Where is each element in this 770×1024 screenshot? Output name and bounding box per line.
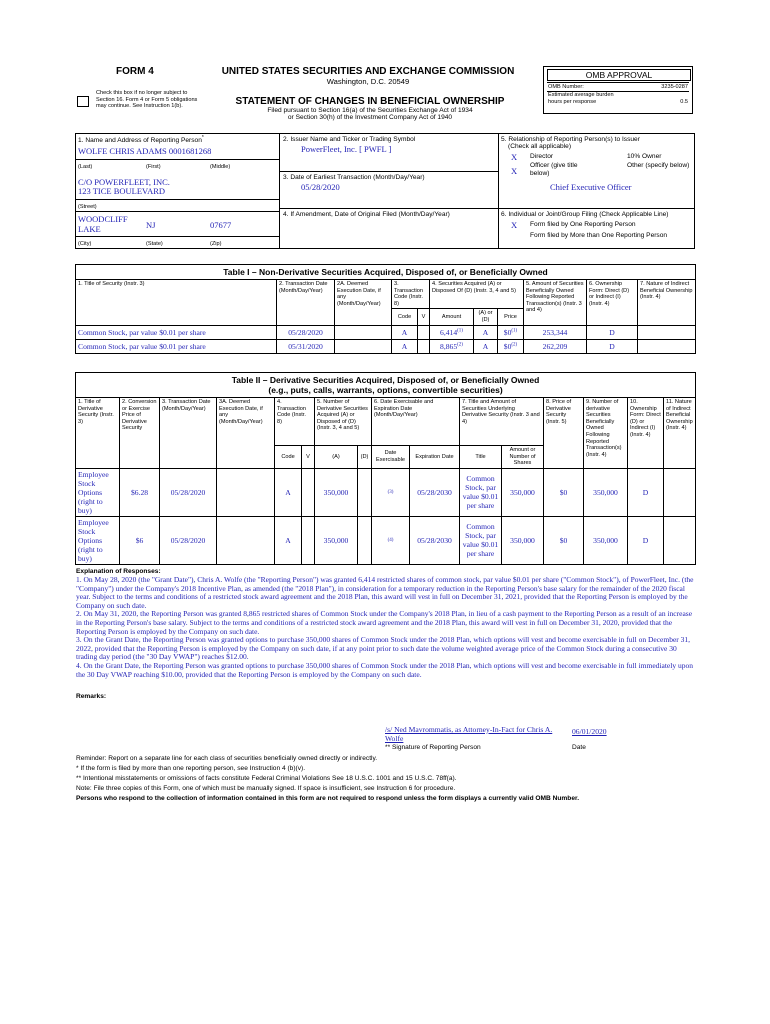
- reporting-person-label: 1. Name and Address of Reporting Person*: [78, 134, 204, 144]
- t2-row1-code: A: [275, 468, 302, 516]
- t1-header-aord: (A) or (D): [474, 309, 498, 325]
- footer-copies: Note: File three copies of this Form, one of which must be manually signed. If space is insufficient, see Instruction 6 for procedure.: [76, 785, 456, 792]
- footer-omb-notice: Persons who respond to the collection of information contained in this form are not required to respond unless the form displays a currently valid OMB Number.: [76, 795, 580, 802]
- t2-header-expiration: Expiration Date: [410, 446, 460, 469]
- t2-row1-price: $6.28: [120, 468, 160, 516]
- t1-row1-title: Common Stock, par value $0.01 per share: [76, 325, 277, 339]
- footer-multi-person: * If the form is filed by more than one reporting person, see Instruction 4 (b)(v).: [76, 765, 306, 772]
- city-value: WOODCLIFF LAKE: [78, 214, 128, 234]
- footnote-3: 3. On the Grant Date, the Reporting Person was granted options to purchase 350,000 shares of Common Stock under the 2018 Plan, which options will vest and become exercisable in full on December 31, 2022, provided that the Reporting Person is employed by the Company on such date, if at any point prior to such date the volume weighted average price of the Common Stock during a consecutive 30 trading day period (the "30 Day VWAP") reaches $12.00.: [76, 635, 691, 662]
- omb-title: OMB APPROVAL: [547, 69, 691, 81]
- t2-row1-nature: [664, 468, 696, 516]
- t2-row1-owned: 350,000: [584, 468, 628, 516]
- t2-header-code: 4. Transaction Code (Instr. 8): [275, 398, 315, 446]
- last-label: (Last): [78, 164, 93, 170]
- t2-header-v: V: [302, 446, 315, 469]
- director-mark: X: [511, 152, 518, 162]
- t1-row2-v: [418, 339, 430, 353]
- table-2-title: Table II – Derivative Securities Acquired, Disposed of, or Beneficially Owned: [231, 375, 540, 385]
- city-label: (City): [78, 241, 92, 247]
- footer-misstatements: ** Intentional misstatements or omissions of facts constitute Federal Criminal Violations See 18 U.S.C. 1001 and 15 U.S.C. 78ff(a).: [76, 775, 457, 782]
- t1-row2-title: Common Stock, par value $0.01 per share: [76, 339, 277, 353]
- t2-header-code-sub: Code: [275, 446, 302, 469]
- zip-label: (Zip): [210, 241, 222, 247]
- t2-header-und-title: Title: [460, 446, 502, 469]
- state-value: NJ: [146, 220, 156, 230]
- t2-header-nature: 11. Nature of Indirect Beneficial Ownership (Instr. 4): [664, 398, 696, 469]
- street-line2: 123 TICE BOULEVARD: [78, 186, 166, 196]
- omb-number-label: OMB Number:: [548, 84, 584, 90]
- t2-row1-form: D: [628, 468, 664, 516]
- issuer-value: PowerFleet, Inc. [ PWFL ]: [301, 144, 392, 154]
- t2-header-exercisable: 6. Date Exercisable and Expiration Date (Month/Day/Year): [372, 398, 460, 446]
- footer-notes: [76, 755, 696, 803]
- amendment-label: 4. If Amendment, Date of Original Filed (Month/Day/Year): [283, 211, 450, 218]
- filing-one-label: Form filed by One Reporting Person: [530, 221, 636, 228]
- t2-header-und-amount: Amount or Number of Shares: [502, 446, 544, 469]
- t2-row2-price: $6: [120, 516, 160, 564]
- director-label: Director: [530, 153, 554, 160]
- footnote-4: 4. On the Grant Date, the Reporting Person was granted options to purchase 350,000 shares of Common Stock under the 2018 Plan, which options will vest and become exercisable in full immediately upon the 30 Day VWAP reaching $10.00, provided that the Reporting Person is employed by the Company on such date.: [76, 660, 693, 679]
- t1-header-title: 1. Title of Security (Instr. 3): [76, 280, 277, 326]
- t1-row1-code: A: [392, 325, 418, 339]
- state-label: (State): [146, 241, 163, 247]
- t2-header-owned: 9. Number of derivative Securities Beneficially Owned Following Reported Transaction(s) (Instr. 4): [584, 398, 628, 469]
- t1-row2-code: A: [392, 339, 418, 353]
- ten-pct-label: 10% Owner: [627, 153, 662, 160]
- t2-row2-und-title: Common Stock, par value $0.01 per share: [460, 516, 502, 564]
- t2-row2-d: [358, 516, 372, 564]
- t2-row1-date: 05/28/2020: [160, 468, 217, 516]
- signature-label: ** Signature of Reporting Person: [385, 744, 481, 751]
- table-row: [76, 468, 696, 516]
- t1-row2-owned: 262,209: [524, 339, 587, 353]
- reporting-person-name: WOLFE CHRIS ADAMS 0001681268: [78, 146, 212, 156]
- footnote-1: 1. On May 28, 2020 (the "Grant Date"), Chris A. Wolfe (the "Reporting Person") was granted 6,414 restricted shares of common stock, par value $0.01 per share ("Common Stock"), of PowerFleet, Inc. (the "Company") under the Company's 2018 Incentive Plan, as amended (the "2018 Plan"), in consideration for a temporary reduction in the Reporting Person's base salary for the remainder of the 2020 fiscal year. Subject to the terms and conditions of a restricted stock award agreement and the 2018 Plan, this award will vest in full on December 31, 2021, provided that the Reporting Person is employed by the Company on such date.: [76, 575, 694, 610]
- middle-label: (Middle): [210, 164, 231, 170]
- footnote-2: 2. On May 31, 2020, the Reporting Person was granted 8,865 restricted shares of Common Stock under the Company's 2018 Plan, in lieu of a cash payment to the Reporting Person as a result of an increase in the Reporting Person's base salary. Subject to the terms and conditions of a restricted stock award agreement and the 2018 Plan, this award will vest in full on December 31, 2020, provided that the Reporting Person is employed by the Company on such date.: [76, 609, 693, 636]
- t1-header-price: Price: [498, 309, 524, 325]
- t1-header-owned: 5. Amount of Securities Beneficially Owned Following Reported Transaction(s) (Instr. 3 and 4): [524, 280, 587, 326]
- filing-one-mark: X: [511, 220, 518, 230]
- t1-row2-form: D: [587, 339, 638, 353]
- t1-row2-date: 05/31/2020: [277, 339, 335, 353]
- filing-more-label: Form filed by More than One Reporting Person: [530, 232, 668, 239]
- t2-row2-a: 350,000: [315, 516, 358, 564]
- t1-row1-amount: 6,414$^{(1)}$: [430, 325, 474, 339]
- zip-value: 07677: [210, 220, 232, 230]
- t2-row1-und-title: Common Stock, par value $0.01 per share: [460, 468, 502, 516]
- t1-row1-form: D: [587, 325, 638, 339]
- t1-row2-aord: A: [474, 339, 498, 353]
- t2-header-d: (D): [358, 446, 372, 469]
- t2-row2-expiration: 05/28/2030: [410, 516, 460, 564]
- t1-row1-aord: A: [474, 325, 498, 339]
- t2-header-deemed: 3A. Deemed Execution Date, if any (Month/Day/Year): [217, 398, 275, 469]
- t2-row1-v: [302, 468, 315, 516]
- officer-mark: X: [511, 166, 518, 176]
- street-line1: C/O POWERFLEET, INC.: [78, 177, 170, 187]
- t2-row2-deemed: [217, 516, 275, 564]
- t2-row1-a: 350,000: [315, 468, 358, 516]
- t2-row2-v: [302, 516, 315, 564]
- t2-header-date-ex: Date Exercisable: [372, 446, 410, 469]
- t2-row1-d: [358, 468, 372, 516]
- omb-number: 3235-0287: [661, 84, 688, 90]
- t2-header-price: 8. Price of Derivative Security (Instr. 5): [544, 398, 584, 469]
- first-label: (First): [146, 164, 161, 170]
- remarks-label: Remarks:: [76, 693, 107, 700]
- t2-header-conversion: 2. Conversion or Exercise Price of Derivative Security: [120, 398, 160, 469]
- t2-header-date: 3. Transaction Date (Month/Day/Year): [160, 398, 217, 469]
- t2-row2-date: 05/28/2020: [160, 516, 217, 564]
- issuer-label: 2. Issuer Name and Ticker or Trading Symbol: [283, 136, 416, 143]
- table-1-non-derivative: [75, 264, 696, 354]
- explanation-notes: [76, 576, 696, 679]
- form-title: FORM 4: [116, 66, 154, 77]
- commission-title: UNITED STATES SECURITIES AND EXCHANGE COMMISSION: [221, 66, 515, 77]
- officer-title: Chief Executive Officer: [550, 182, 632, 192]
- t2-row1-expiration: 05/28/2030: [410, 468, 460, 516]
- t1-row2-amount: 8,865$^{(2)}$: [430, 339, 474, 353]
- table-2-subtitle: (e.g., puts, calls, warrants, options, convertible securities): [268, 385, 503, 395]
- t1-row1-owned: 253,344: [524, 325, 587, 339]
- street-label: (Street): [78, 204, 97, 210]
- t2-row2-nature: [664, 516, 696, 564]
- omb-approval-box: [543, 66, 693, 114]
- signature-name: /s/ Ned Mavrommatis, as Attorney-In-Fact for Chris A. Wolfe: [385, 725, 553, 743]
- t1-header-nature: 7. Nature of Indirect Beneficial Ownership (Instr. 4): [638, 280, 696, 326]
- table-row: [76, 516, 696, 564]
- t2-row2-code: A: [275, 516, 302, 564]
- t2-row1-und-amount: 350,000: [502, 468, 544, 516]
- t2-row2-title: Employee Stock Options (right to buy): [76, 516, 120, 564]
- t2-row1-title: Employee Stock Options (right to buy): [76, 468, 120, 516]
- filing-label: 6. Individual or Joint/Group Filing (Check Applicable Line): [501, 211, 669, 218]
- t1-header-v: V: [418, 309, 430, 325]
- t1-header-deemed: 2A. Deemed Execution Date, if any (Month/Day/Year): [335, 280, 392, 326]
- table-2-derivative: [75, 372, 696, 565]
- t1-row1-deemed: [335, 325, 392, 339]
- burden-value: 0.5: [680, 99, 688, 105]
- footer-reminder: Reminder: Report on a separate line for each class of securities beneficially owned directly or indirectly.: [76, 755, 378, 762]
- t1-row2-deemed: [335, 339, 392, 353]
- section16-note: Check this box if no longer subject to Section 16. Form 4 or Form 5 obligations may continue. See Instruction 1(b).: [96, 90, 198, 110]
- statement-title: STATEMENT OF CHANGES IN BENEFICIAL OWNERSHIP: [235, 96, 505, 107]
- relationship-label: 5. Relationship of Reporting Person(s) to Issuer: [501, 136, 640, 143]
- t1-row1-price: $0$^{(1)}$: [498, 325, 524, 339]
- table-row: [76, 325, 696, 339]
- t1-header-code: 3. Transaction Code (Instr. 8): [392, 280, 430, 309]
- t2-row1-deemed: [217, 468, 275, 516]
- table-row: [76, 339, 696, 353]
- t2-header-number: 5. Number of Derivative Securities Acquired (A) or Disposed of (D) (Instr. 3, 4 and 5): [315, 398, 372, 446]
- t1-header-amount: Amount: [430, 309, 474, 325]
- relationship-sub: (Check all applicable): [508, 143, 572, 150]
- earliest-date-label: 3. Date of Earliest Transaction (Month/Day/Year): [283, 174, 425, 181]
- filed-pursuant-line2: or Section 30(h) of the Investment Company Act of 1940: [287, 114, 453, 121]
- t2-row2-form: D: [628, 516, 664, 564]
- table-2-title-cell: [76, 373, 696, 398]
- t1-row1-nature: [638, 325, 696, 339]
- t1-header-acquired: 4. Securities Acquired (A) or Disposed Of (D) (Instr. 3, 4 and 5): [430, 280, 524, 309]
- t2-header-underlying: 7. Title and Amount of Securities Underlying Derivative Security (Instr. 3 and 4): [460, 398, 544, 446]
- t2-row2-owned: 350,000: [584, 516, 628, 564]
- t2-header-title: 1. Title of Derivative Security (Instr. 3): [76, 398, 120, 469]
- date-label: Date: [572, 744, 586, 751]
- t2-row2-und-amount: 350,000: [502, 516, 544, 564]
- t1-row2-price: $0$^{(2)}$: [498, 339, 524, 353]
- t2-row2-exercisable: (4): [372, 516, 410, 564]
- filed-pursuant-line1: Filed pursuant to Section 16(a) of the Securities Exchange Act of 1934: [267, 107, 473, 114]
- signature-date: 06/01/2020: [572, 727, 607, 736]
- officer-label: Officer (give title below): [530, 162, 578, 177]
- t2-header-form: 10. Ownership Form: Direct (D) or Indirect (I) (Instr. 4): [628, 398, 664, 469]
- t1-row1-date: 05/28/2020: [277, 325, 335, 339]
- other-label: Other (specify below): [627, 162, 690, 169]
- t1-header-date: 2. Transaction Date (Month/Day/Year): [277, 280, 335, 326]
- t1-row2-nature: [638, 339, 696, 353]
- t2-row2-deriv-price: $0: [544, 516, 584, 564]
- t1-row1-v: [418, 325, 430, 339]
- t2-header-a: (A): [315, 446, 358, 469]
- t2-row1-deriv-price: $0: [544, 468, 584, 516]
- t2-row1-exercisable: (3): [372, 468, 410, 516]
- explanation-heading: Explanation of Responses:: [76, 568, 161, 575]
- earliest-date-value: 05/28/2020: [301, 182, 340, 192]
- t1-header-form: 6. Ownership Form: Direct (D) or Indirect (I) (Instr. 4): [587, 280, 638, 326]
- section16-checkbox[interactable]: [77, 96, 89, 107]
- table-1-title: Table I – Non-Derivative Securities Acquired, Disposed of, or Beneficially Owned: [76, 265, 696, 280]
- t1-header-code-sub: Code: [392, 309, 418, 325]
- burden-label: Estimated average burden hours per response: [548, 92, 614, 105]
- commission-location: Washington, D.C. 20549: [326, 77, 410, 86]
